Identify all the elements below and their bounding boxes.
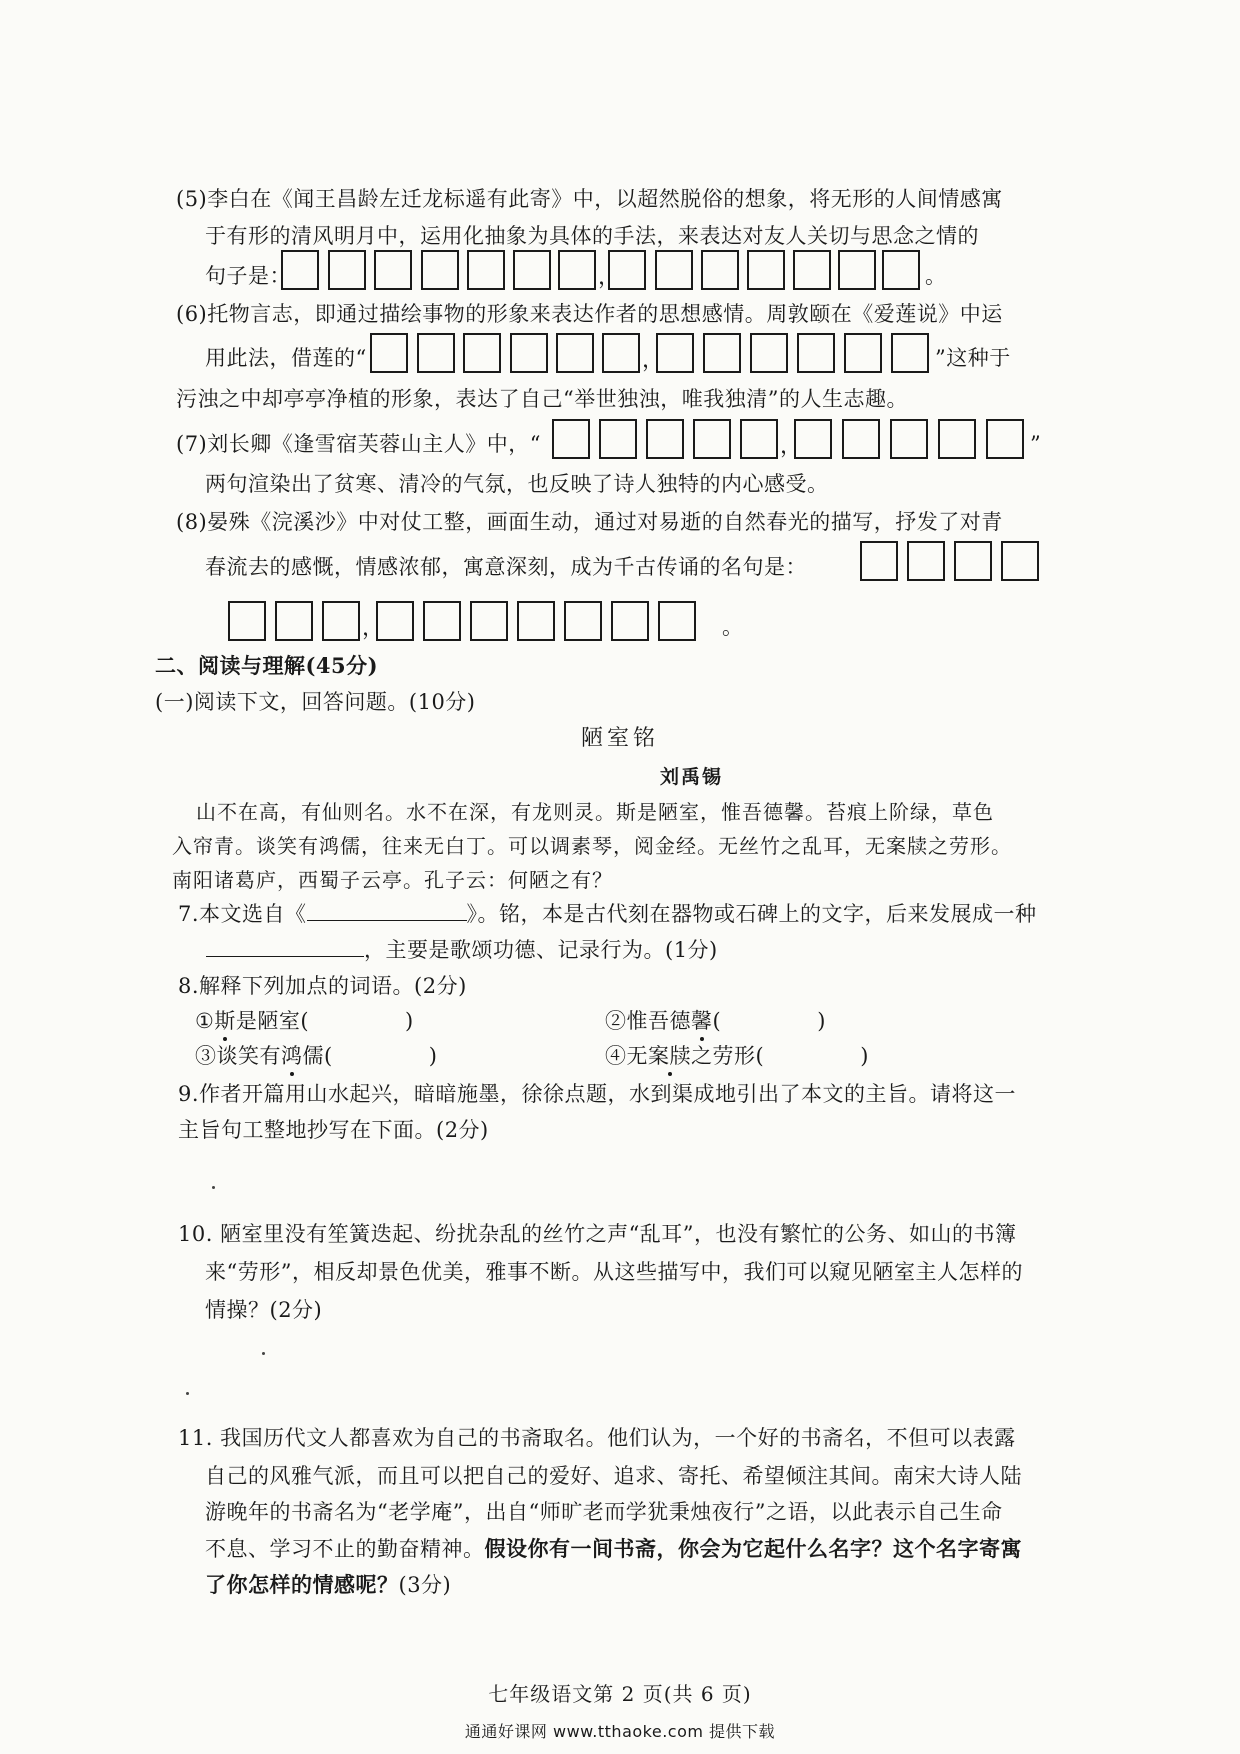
- answer-box[interactable]: [794, 419, 832, 459]
- answer-box[interactable]: [842, 419, 880, 459]
- q6-line1: (6)托物言志，即通过描绘事物的形象来表达作者的思想感情。周敦颐在《爱莲说》中运: [176, 302, 1003, 326]
- scan-speck: [186, 1392, 189, 1395]
- answer-box[interactable]: [750, 333, 788, 373]
- q5-comma: ，: [598, 265, 621, 290]
- dotted-word: 馨: [691, 1009, 713, 1033]
- answer-box[interactable]: [907, 541, 945, 581]
- answer-box[interactable]: [954, 541, 992, 581]
- answer-box[interactable]: [517, 601, 555, 641]
- q7b-text-a: 7.本文选自《: [178, 902, 307, 926]
- passage-line3: 南阳诸葛庐，西蜀子云亭。孔子云：何陋之有？: [172, 868, 613, 892]
- q8b-stem: 8.解释下列加点的词语。(2分): [178, 974, 467, 998]
- answer-box[interactable]: [376, 601, 414, 641]
- q9-line1: 9.作者开篇用山水起兴，暗暗施墨，徐徐点题，水到渠成地引出了本文的主旨。请将这一: [178, 1082, 1017, 1106]
- q8b-i1-pre: ①: [195, 1009, 215, 1033]
- q8b-i4-post: 之劳形(: [691, 1044, 765, 1068]
- passage-line2: 入帘青。谈笑有鸿儒，往来无白丁。可以调素琴，阅金经。无丝竹之乱耳，无案牍之劳形。: [172, 834, 1012, 858]
- answer-box[interactable]: [611, 601, 649, 641]
- answer-box[interactable]: [558, 250, 596, 290]
- answer-box[interactable]: [658, 601, 696, 641]
- q11-line2: 自己的风雅气派，而且可以把自己的爱好、追求、寄托、希望倾注其间。南宋大诗人陆: [205, 1464, 1022, 1488]
- answer-box[interactable]: [599, 419, 637, 459]
- q11-line4-bold: 假设你有一间书斋，你会为它起什么名字？这个名字寄寓: [484, 1536, 1022, 1561]
- q7b-text-c: ，主要是歌颂功德、记录行为。(1分): [364, 938, 718, 962]
- q7-lead: (7)刘长卿《逢雪宿芙蓉山主人》中，“: [176, 432, 541, 456]
- passage-title: 陋室铭: [580, 726, 659, 751]
- answer-box[interactable]: [228, 601, 266, 641]
- answer-box[interactable]: [747, 250, 785, 290]
- answer-box[interactable]: [374, 250, 412, 290]
- answer-box[interactable]: [646, 419, 684, 459]
- q8b-i3-close: ): [428, 1044, 438, 1068]
- q8b-i1-close: ): [405, 1009, 414, 1033]
- answer-box[interactable]: [564, 601, 602, 641]
- q5-line1: (5)李白在《闻王昌龄左迁龙标遥有此寄》中，以超然脱俗的想象，将无形的人间情感寓: [176, 187, 1003, 211]
- q8b-i3-pre: ③谈笑有: [195, 1044, 281, 1068]
- q6-lead: 用此法，借莲的“: [205, 346, 367, 370]
- q8-answer-boxes-line1: [860, 541, 1060, 583]
- q7b-blank-1[interactable]: [307, 900, 467, 921]
- q8b-i3-post: 儒(: [302, 1044, 333, 1068]
- q7-answer-boxes: [552, 419, 1072, 461]
- q8-end: 。: [722, 615, 744, 639]
- q7b-line1: [178, 900, 1037, 928]
- q8b-item-1: [195, 1007, 414, 1035]
- q10-line1: 10. 陋室里没有笙簧迭起、纷扰杂乱的丝竹之声“乱耳”，也没有繁忙的公务、如山的书簿: [178, 1222, 1017, 1246]
- dotted-word: 案牍: [648, 1044, 691, 1068]
- answer-box[interactable]: [423, 601, 461, 641]
- answer-box[interactable]: [421, 250, 459, 290]
- q8b-item-4: [605, 1042, 869, 1070]
- passage-line1: 山不在高，有仙则名。水不在深，有龙则灵。斯是陋室，惟吾德馨。苔痕上阶绿，草色: [196, 800, 994, 824]
- q9-line2: 主旨句工整地抄写在下面。(2分): [178, 1118, 489, 1142]
- q8-line1: (8)晏殊《浣溪沙》中对仗工整，画面生动，通过对易逝的自然春光的描写，抒发了对青: [176, 510, 1003, 534]
- answer-box[interactable]: [797, 333, 835, 373]
- q5-line2: 于有形的清风明月中，运用化抽象为具体的手法，来表达对友人关切与思念之情的: [205, 224, 979, 248]
- q11-line3: 游晚年的书斋名为“老学庵”，出自“师旷老而学犹秉烛夜行”之语，以此表示自己生命: [205, 1500, 1003, 1524]
- q11-line1: 11. 我国历代文人都喜欢为自己的书斋取名。他们认为，一个好的书斋名，不但可以表露: [178, 1426, 1016, 1450]
- q8-comma: ，: [362, 616, 385, 641]
- q8b-i2-close: ): [817, 1009, 826, 1033]
- q8-answer-boxes-line2: [228, 601, 748, 643]
- answer-box[interactable]: [417, 333, 455, 373]
- answer-box[interactable]: [513, 250, 551, 290]
- q8b-i2-pre: ②惟吾德: [605, 1009, 691, 1033]
- answer-box[interactable]: [322, 601, 360, 641]
- download-source: 通通好课网 www.tthaoke.com 提供下载: [464, 1722, 776, 1741]
- answer-box[interactable]: [793, 250, 831, 290]
- q10-answer-area[interactable]: [205, 1330, 1085, 1410]
- answer-box[interactable]: [470, 601, 508, 641]
- answer-box[interactable]: [552, 419, 590, 459]
- answer-box[interactable]: [838, 250, 876, 290]
- answer-box[interactable]: [938, 419, 976, 459]
- answer-box[interactable]: [986, 419, 1024, 459]
- page-footer: 七年级语文第 2 页(共 6 页): [488, 1682, 752, 1706]
- answer-box[interactable]: [1001, 541, 1039, 581]
- q8b-i1-post: 是陋室(: [235, 1009, 310, 1033]
- q5-end: 。: [925, 264, 947, 288]
- q11-line5: [205, 1571, 451, 1599]
- q6-line3: 污浊之中却亭亭净植的形象，表达了自己“举世独浊，唯我独清”的人生志趣。: [176, 387, 908, 411]
- q7b-line2: [206, 936, 718, 964]
- q11-line4-plain: 不息、学习不止的勤奋精神。: [205, 1537, 485, 1561]
- section-heading: 二、阅读与理解(45分): [155, 653, 379, 678]
- answer-box[interactable]: [510, 333, 548, 373]
- answer-box[interactable]: [891, 333, 929, 373]
- answer-box[interactable]: [701, 250, 739, 290]
- answer-box[interactable]: [608, 250, 646, 290]
- answer-box[interactable]: [844, 333, 882, 373]
- answer-box[interactable]: [656, 333, 694, 373]
- answer-box[interactable]: [370, 333, 408, 373]
- dotted-word: 鸿: [281, 1044, 303, 1068]
- answer-box[interactable]: [740, 419, 778, 459]
- answer-box[interactable]: [693, 419, 731, 459]
- dotted-word: 斯: [214, 1009, 236, 1033]
- scan-speck: [262, 1352, 265, 1355]
- answer-box[interactable]: [882, 250, 920, 290]
- q10-line3: 情操？(2分): [205, 1298, 323, 1322]
- q8-lead: 春流去的感慨，情感浓郁，寓意深刻，成为千古传诵的名句是：: [205, 555, 807, 579]
- q11-line5-score: (3分): [398, 1573, 452, 1597]
- q7b-text-b: 》。铭，本是古代刻在器物或石碑上的文字，后来发展成一种: [466, 902, 1037, 926]
- answer-box[interactable]: [703, 333, 741, 373]
- answer-box[interactable]: [860, 541, 898, 581]
- q6-comma: ，: [642, 348, 665, 373]
- answer-box[interactable]: [328, 250, 366, 290]
- q6-tail: ”这种于: [935, 346, 1011, 370]
- q9-answer-area[interactable]: [178, 1150, 1078, 1200]
- scan-speck: [212, 1186, 215, 1189]
- q8b-item-2: [605, 1007, 826, 1035]
- q8b-i4-close: ): [860, 1044, 869, 1068]
- q11-line5-bold: 了你怎样的情感呢？: [205, 1572, 399, 1597]
- answer-box[interactable]: [463, 333, 501, 373]
- answer-box[interactable]: [655, 250, 693, 290]
- q7-line2: 两句渲染出了贫寒、清冷的气氛，也反映了诗人独特的内心感受。: [205, 472, 829, 496]
- q8b-i4-pre: ④无: [605, 1044, 648, 1068]
- q5-lead: 句子是：: [205, 264, 291, 288]
- answer-box[interactable]: [467, 250, 505, 290]
- passage-author: 刘禹锡: [660, 766, 724, 788]
- q6-answer-boxes: [370, 333, 1010, 375]
- q5-answer-boxes: [281, 250, 921, 292]
- q8b-i2-post: (: [712, 1009, 722, 1033]
- part-heading: (一)阅读下文，回答问题。(10分): [155, 690, 476, 714]
- q7-comma: ，: [780, 434, 803, 459]
- answer-box[interactable]: [275, 601, 313, 641]
- q8b-item-3: [195, 1042, 437, 1070]
- q10-line2: 来“劳形”，相反却景色优美，雅事不断。从这些描写中，我们可以窥见陋室主人怎样的: [205, 1260, 1023, 1284]
- q7-tail: ”: [1030, 432, 1042, 456]
- answer-box[interactable]: [556, 333, 594, 373]
- q7b-blank-2[interactable]: [206, 936, 364, 957]
- answer-box[interactable]: [602, 333, 640, 373]
- answer-box[interactable]: [281, 250, 319, 290]
- q11-line4: [205, 1535, 1022, 1563]
- answer-box[interactable]: [890, 419, 928, 459]
